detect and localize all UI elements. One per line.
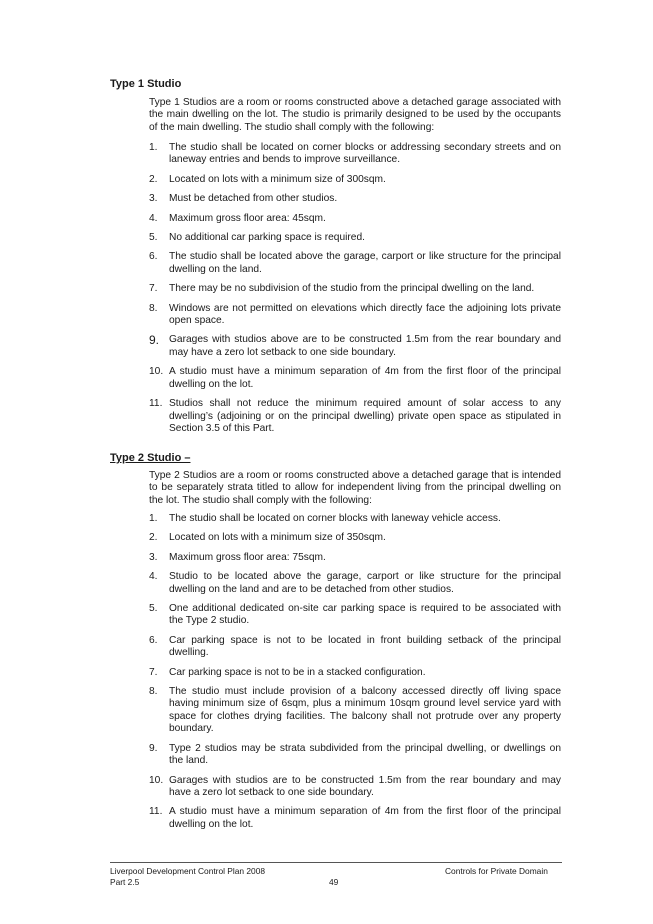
list-item-text: One additional dedicated on-site car parking space is required to be associated with the Type 2 studio. <box>169 603 561 627</box>
list-item-number: 8. <box>149 686 158 698</box>
list-item-number: 11. <box>149 398 163 410</box>
list-item-text: A studio must have a minimum separation of 4m from the first floor of the principal dwelling on the lot. <box>169 366 561 390</box>
list-item <box>149 667 561 679</box>
list-item-number: 5. <box>149 232 158 244</box>
list-item-text: Car parking space is not to be located in front building setback of the principal dwelling. <box>169 634 561 659</box>
list-item-number: 3. <box>149 551 158 563</box>
section-heading-type1: Type 1 Studio <box>110 78 182 90</box>
list-item <box>149 603 561 628</box>
requirements-list-type2 <box>149 513 561 838</box>
list-item-number: 2. <box>149 173 158 185</box>
list-item-text: The studio shall be located on corner blocks with laneway vehicle access. <box>169 513 501 524</box>
list-item-number: 10. <box>149 366 164 378</box>
list-item <box>149 193 561 205</box>
list-item <box>149 283 561 295</box>
footer-part: Part 2.5 <box>110 877 140 887</box>
list-item-text: Type 2 studios may be strata subdivided from the principal dwelling, or dwellings on the land. <box>169 742 561 767</box>
list-item-text: There may be no subdivision of the studio from the principal dwelling on the land. <box>169 283 535 295</box>
list-item <box>149 743 561 768</box>
list-item <box>149 251 561 276</box>
list-item <box>149 334 561 359</box>
footer-section-title: Controls for Private Domain <box>445 866 548 876</box>
list-item-number: 3. <box>149 193 158 205</box>
list-item-text: Garages with studios above are to be constructed 1.5m from the rear boundary and may have a zero lot setback to one side boundary. <box>169 334 561 358</box>
list-item-text: A studio must have a minimum separation of 4m from the first floor of the principal dwelling on the lot. <box>169 806 561 830</box>
list-item-text: Studio to be located above the garage, carport or like structure for the principal dwelling on the land and are to be detached from other studios. <box>169 571 561 595</box>
list-item <box>149 806 561 831</box>
footer-doc-title: Liverpool Development Control Plan 2008 <box>110 866 266 876</box>
list-item-text: The studio shall be located above the garage, carport or like structure for the principal dwelling on the land. <box>169 251 561 275</box>
list-item <box>149 232 561 244</box>
list-item-text: The studio must include provision of a balcony accessed directly off living space having minimum size of 6sqm, plus a minimum 10sqm ground level service yard with space for clothes drying facilities. The balcony shall not protrude over any property boundary. <box>169 686 561 735</box>
list-item <box>149 571 561 596</box>
list-item-number: 8. <box>149 302 158 314</box>
list-item <box>149 513 561 525</box>
footer-rule <box>110 862 562 863</box>
requirements-list-type1 <box>149 142 561 442</box>
list-item-text: Must be detached from other studios. <box>169 193 338 205</box>
list-item <box>149 552 561 564</box>
list-item-text: The studio shall be located on corner blocks or addressing secondary streets and on laneway entries and bends to improve surveillance. <box>169 142 561 166</box>
list-item-number: 6. <box>149 251 158 263</box>
list-item <box>149 775 561 800</box>
list-item-number: 11. <box>149 806 163 818</box>
list-item-text: Located on lots with a minimum size of 350sqm. <box>169 532 386 544</box>
list-item-text: Garages with studios are to be constructed 1.5m from the rear boundary and may have a zero lot setback to one side boundary. <box>169 774 561 798</box>
list-item <box>149 174 561 186</box>
footer-page-number: 49 <box>329 877 339 887</box>
list-item-text: Located on lots with a minimum size of 300sqm. <box>169 173 386 185</box>
section-heading-type2: Type 2 Studio – <box>110 452 191 464</box>
list-item <box>149 532 561 544</box>
list-item-number: 7. <box>149 283 158 295</box>
list-item-number: 4. <box>149 212 158 224</box>
list-item-number: 5. <box>149 603 158 615</box>
list-item <box>149 686 561 736</box>
list-item <box>149 366 561 391</box>
list-item <box>149 303 561 328</box>
section-intro-type1: Type 1 Studios are a room or rooms constructed above a detached garage associated with the main dwelling on the lot. The studio is primarily designed to be used by the occupants of the main dwelling. The studio shall comply with the following: <box>149 97 561 133</box>
list-item-number: 7. <box>149 666 158 678</box>
list-item-text: No additional car parking space is required. <box>169 232 365 244</box>
list-item-number: 1. <box>149 142 158 153</box>
list-item-text: Studios shall not reduce the minimum required amount of solar access to any dwelling’s (adjoining or on the principal dwelling) private open space as stipulated in Section 3.5 of this Part. <box>169 398 561 434</box>
list-item-number: 2. <box>149 532 158 544</box>
list-item-number: 9. <box>149 742 158 754</box>
list-item-text: Maximum gross floor area: 75sqm. <box>169 551 326 563</box>
list-item <box>149 398 561 435</box>
list-item-number: 4. <box>149 571 158 583</box>
list-item-number: 9. <box>149 333 160 348</box>
list-item <box>149 213 561 225</box>
list-item <box>149 142 561 167</box>
list-item-text: Maximum gross floor area: 45sqm. <box>169 212 326 224</box>
list-item-number: 10. <box>149 774 164 786</box>
list-item-number: 6. <box>149 634 158 646</box>
list-item-text: Windows are not permitted on elevations which directly face the adjoining lots private open space. <box>169 302 561 327</box>
section-intro-type2: Type 2 Studios are a room or rooms constructed above a detached garage that is intended to be separately strata titled to allow for independent living from the principal dwelling on the lot. The studio shall comply with the following: <box>149 470 561 506</box>
list-item <box>149 635 561 660</box>
list-item-number: 1. <box>149 513 158 524</box>
list-item-text: Car parking space is not to be in a stacked configuration. <box>169 666 426 678</box>
